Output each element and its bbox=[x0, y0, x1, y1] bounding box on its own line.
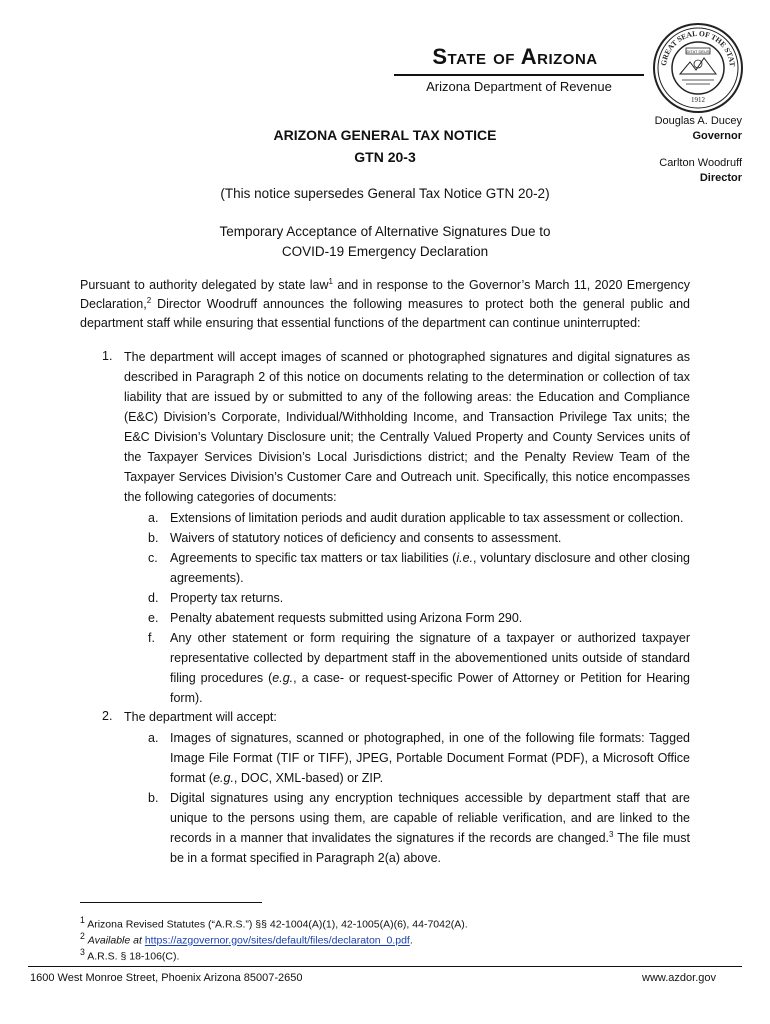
list-item-1: The department will accept images of scanned or photographed signatures and digital signatures as described in Paragraph 2 of this notice on documents relating to the determination or collection of tax liability that are issued by or submitted to any of the following areas: the Education and Compliance (E&C) Division’s Corporate, Individual/Withholding Income, and Transaction Privilege Tax units; the E&C Division’s Voluntary Disclosure unit; the Centrally Valued Property and County Services units of the Taxpayer Services Division’s Local Jurisdictions district; and the Penalty Review Team of the Taxpayer Services Division’s Customer Care and Outreach unit. Specifically, this notice encompasses the following categories of documents: bbox=[124, 350, 690, 504]
official-director bbox=[592, 156, 742, 186]
declaration-link[interactable]: https://azgovernor.gov/sites/default/files/declaraton_0.pdf bbox=[144, 934, 410, 947]
footer-website[interactable]: www.azdor.gov bbox=[642, 972, 716, 984]
footnote-3: $^3$ A.R.S. § 18-106(C). bbox=[80, 947, 180, 963]
letterhead-title: State of Arizona bbox=[432, 44, 598, 69]
sub-letter: a. bbox=[148, 731, 159, 745]
sub-letter: e. bbox=[148, 611, 159, 625]
supersedes-note: (This notice supersedes General Tax Notice GTN 20-2) bbox=[220, 186, 550, 201]
sub-item-1f: Any other statement or form requiring the signature of a taxpayer or authorized taxpayer representative collected by department staff in the abovementioned units outside of standard filing procedures (e.g., a case- or request-specific Power of Attorney or Petition for Hearing form). bbox=[170, 631, 691, 705]
svg-text:GREAT SEAL OF THE STATE OF ARI bbox=[652, 22, 737, 67]
sub-letter: c. bbox=[148, 551, 158, 565]
sub-item-1c: Agreements to specific tax matters or tax liabilities (i.e., voluntary disclosure and other closing agreements). bbox=[170, 551, 691, 585]
seal-year: 1912 bbox=[691, 96, 705, 104]
footnote-2: $^2$ Available at https://azgovernor.gov/sites/default/files/declaraton_0.pdf. bbox=[80, 931, 413, 947]
item-number: 2. bbox=[102, 709, 113, 723]
subject-line-1: Temporary Acceptance of Alternative Signatures Due to bbox=[219, 224, 551, 239]
sub-item-1e: Penalty abatement requests submitted using Arizona Form 290. bbox=[170, 611, 523, 625]
official-name: Douglas A. Ducey bbox=[654, 115, 742, 127]
footnote-1: $^1$ Arizona Revised Statutes (“A.R.S.”) §§ 42-1004(A)(1), 42-1005(A)(6), 44-7042(A). bbox=[80, 915, 468, 931]
footnote-divider bbox=[80, 902, 262, 903]
footnote-ref: 2 bbox=[146, 295, 152, 305]
list-item-2: The department will accept: bbox=[124, 710, 277, 724]
sub-item-1d: Property tax returns. bbox=[170, 591, 284, 605]
official-role: Governor bbox=[692, 130, 742, 142]
sub-item-1a: Extensions of limitation periods and audit duration applicable to tax assessment or collection. bbox=[170, 511, 684, 525]
sub-item-2b: Digital signatures using any encryption techniques accessible by department staff that are unique to the persons using them, are capable of reliable verification, and are linked to the records in a manner that invalidates the signatures if the records are changed.$^3$ The file must be in a format specified in Paragraph 2(a) above. bbox=[170, 791, 690, 865]
department-name: Arizona Department of Revenue bbox=[426, 79, 612, 94]
footer-divider bbox=[28, 966, 742, 967]
intro-text: Director Woodruff announces the following measures to protect both the general public and department staff while ensuring that essential functions of the department can continue uninterrupted: bbox=[80, 297, 690, 330]
sub-letter: a. bbox=[148, 511, 159, 525]
notice-title: ARIZONA GENERAL TAX NOTICE bbox=[273, 127, 497, 143]
notice-heading bbox=[180, 124, 590, 168]
footnote-ref: 3 bbox=[609, 829, 614, 839]
sub-letter: f. bbox=[148, 631, 155, 645]
sub-item-2a: Images of signatures, scanned or photographed, in one of the following file formats: Tagged Image File Format (TIF or TIFF), JPEG, Portable Document Format (PDF), a Microsoft Office format (e.g., DOC, XML-based) or ZIP. bbox=[170, 731, 690, 785]
item-number: 1. bbox=[102, 349, 113, 363]
official-name: Carlton Woodruff bbox=[659, 157, 742, 169]
sub-letter: b. bbox=[148, 791, 159, 805]
intro-text: and in response to the Governor’s March 11, 2020 Emergency Declaration, bbox=[80, 278, 690, 311]
intro-paragraph bbox=[80, 276, 690, 333]
sub-letter: b. bbox=[148, 531, 159, 545]
footnote-ref: 1 bbox=[328, 276, 333, 286]
footer-address: 1600 West Monroe Street, Phoenix Arizona 85007-2650 bbox=[30, 972, 303, 984]
sub-item-1b: Waivers of statutory notices of deficiency and consents to assessment. bbox=[170, 531, 562, 545]
notice-number: GTN 20-3 bbox=[354, 149, 416, 165]
official-role: Director bbox=[699, 172, 742, 184]
seal-motto: DITAT DEUS bbox=[686, 49, 710, 54]
official-governor bbox=[592, 114, 742, 144]
intro-text: Pursuant to authority delegated by state law bbox=[80, 278, 329, 292]
seal-ring-text: GREAT SEAL OF THE STAT bbox=[659, 28, 738, 68]
state-seal-icon bbox=[652, 22, 744, 114]
subject-line-2: COVID-19 Emergency Declaration bbox=[281, 244, 489, 259]
sub-letter: d. bbox=[148, 591, 159, 605]
letterhead-divider bbox=[394, 74, 644, 76]
